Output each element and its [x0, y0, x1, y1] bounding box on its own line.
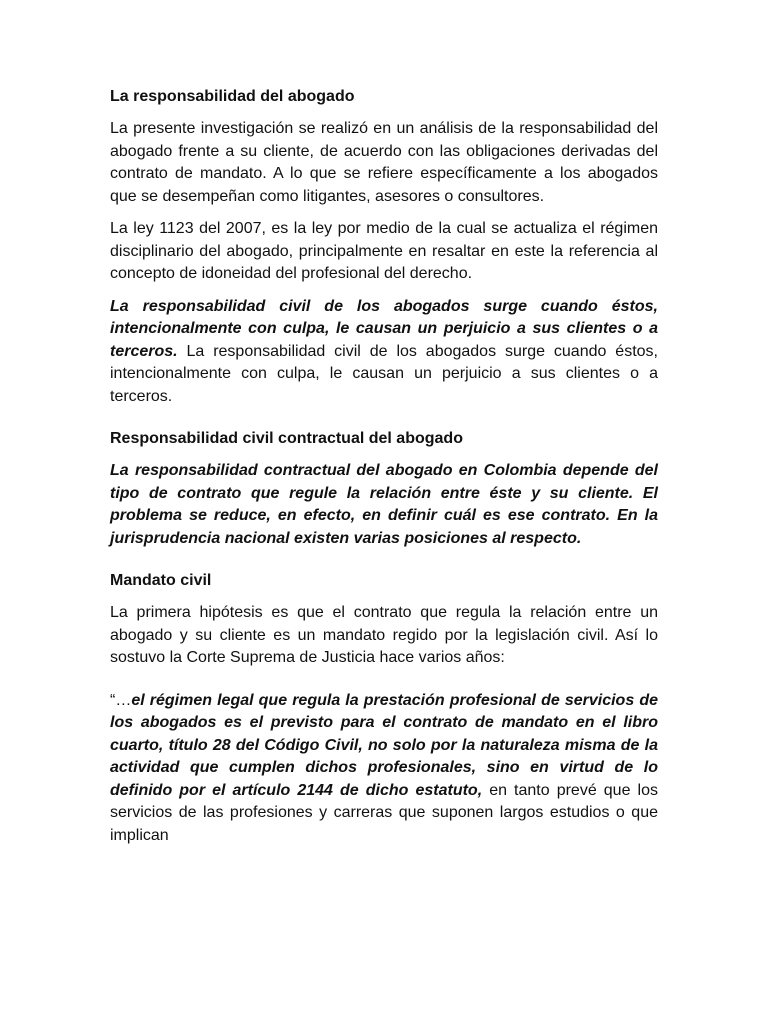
paragraph-contractual: La responsabilidad contractual del abogado en Colombia depende del tipo de contrato que regule la relación entre éste y su cliente. El problema se reduce, en efecto, en definir cuál es ese contrato. En la jurisprudencia nacional existen varias posiciones al respecto.	[110, 462, 658, 547]
paragraph-responsabilidad-civil	[110, 296, 658, 409]
emphasis-text: La responsabilidad civil de los abogados surge cuando éstos, intencionalmente con culpa, le causan un perjuicio a sus clientes o a terceros.	[110, 297, 658, 360]
quote-body: en tanto prevé que los servicios de las profesiones y carreras que suponen largos estudios o que implican	[110, 781, 658, 844]
body-text: La responsabilidad civil de los abogados surge cuando éstos, intencionalmente con culpa, le causan un perjuicio a sus clientes o a terceros.	[110, 342, 658, 405]
section-heading-contractual: Responsabilidad civil contractual del abogado	[110, 430, 463, 447]
section-heading-mandato-civil: Mandato civil	[110, 572, 212, 589]
quote-emphasis: el régimen legal que regula la prestación profesional de servicios de los abogados es el previsto para el contrato de mandato en el libro cuarto, título 28 del Código Civil, no solo por la naturaleza misma de la actividad que cumplen dichos profesionales, sino en virtud de lo definido por el artículo 2144 de dicho estatuto,	[110, 691, 658, 799]
paragraph-primera-hipotesis: La primera hipótesis es que el contrato que regula la relación entre un abogado y su cliente es un mandato regido por la legislación civil. Así lo sostuvo la Corte Suprema de Justicia hace varios años:	[110, 604, 658, 666]
document-page	[110, 86, 658, 857]
paragraph-quote	[110, 690, 658, 848]
paragraph-intro: La presente investigación se realizó en un análisis de la responsabilidad del abogado frente a su cliente, de acuerdo con las obligaciones derivadas del contrato de mandato. A lo que se refiere específicamente a los abogados que se desempeñan como litigantes, asesores o consultores.	[110, 120, 658, 205]
paragraph-ley-1123: La ley 1123 del 2007, es la ley por medio de la cual se actualiza el régimen disciplinario del abogado, principalmente en resaltar en este la referencia al concepto de idoneidad del profesional del derecho.	[110, 220, 658, 282]
document-title: La responsabilidad del abogado	[110, 88, 355, 105]
quote-open-mark: “…	[110, 691, 132, 709]
